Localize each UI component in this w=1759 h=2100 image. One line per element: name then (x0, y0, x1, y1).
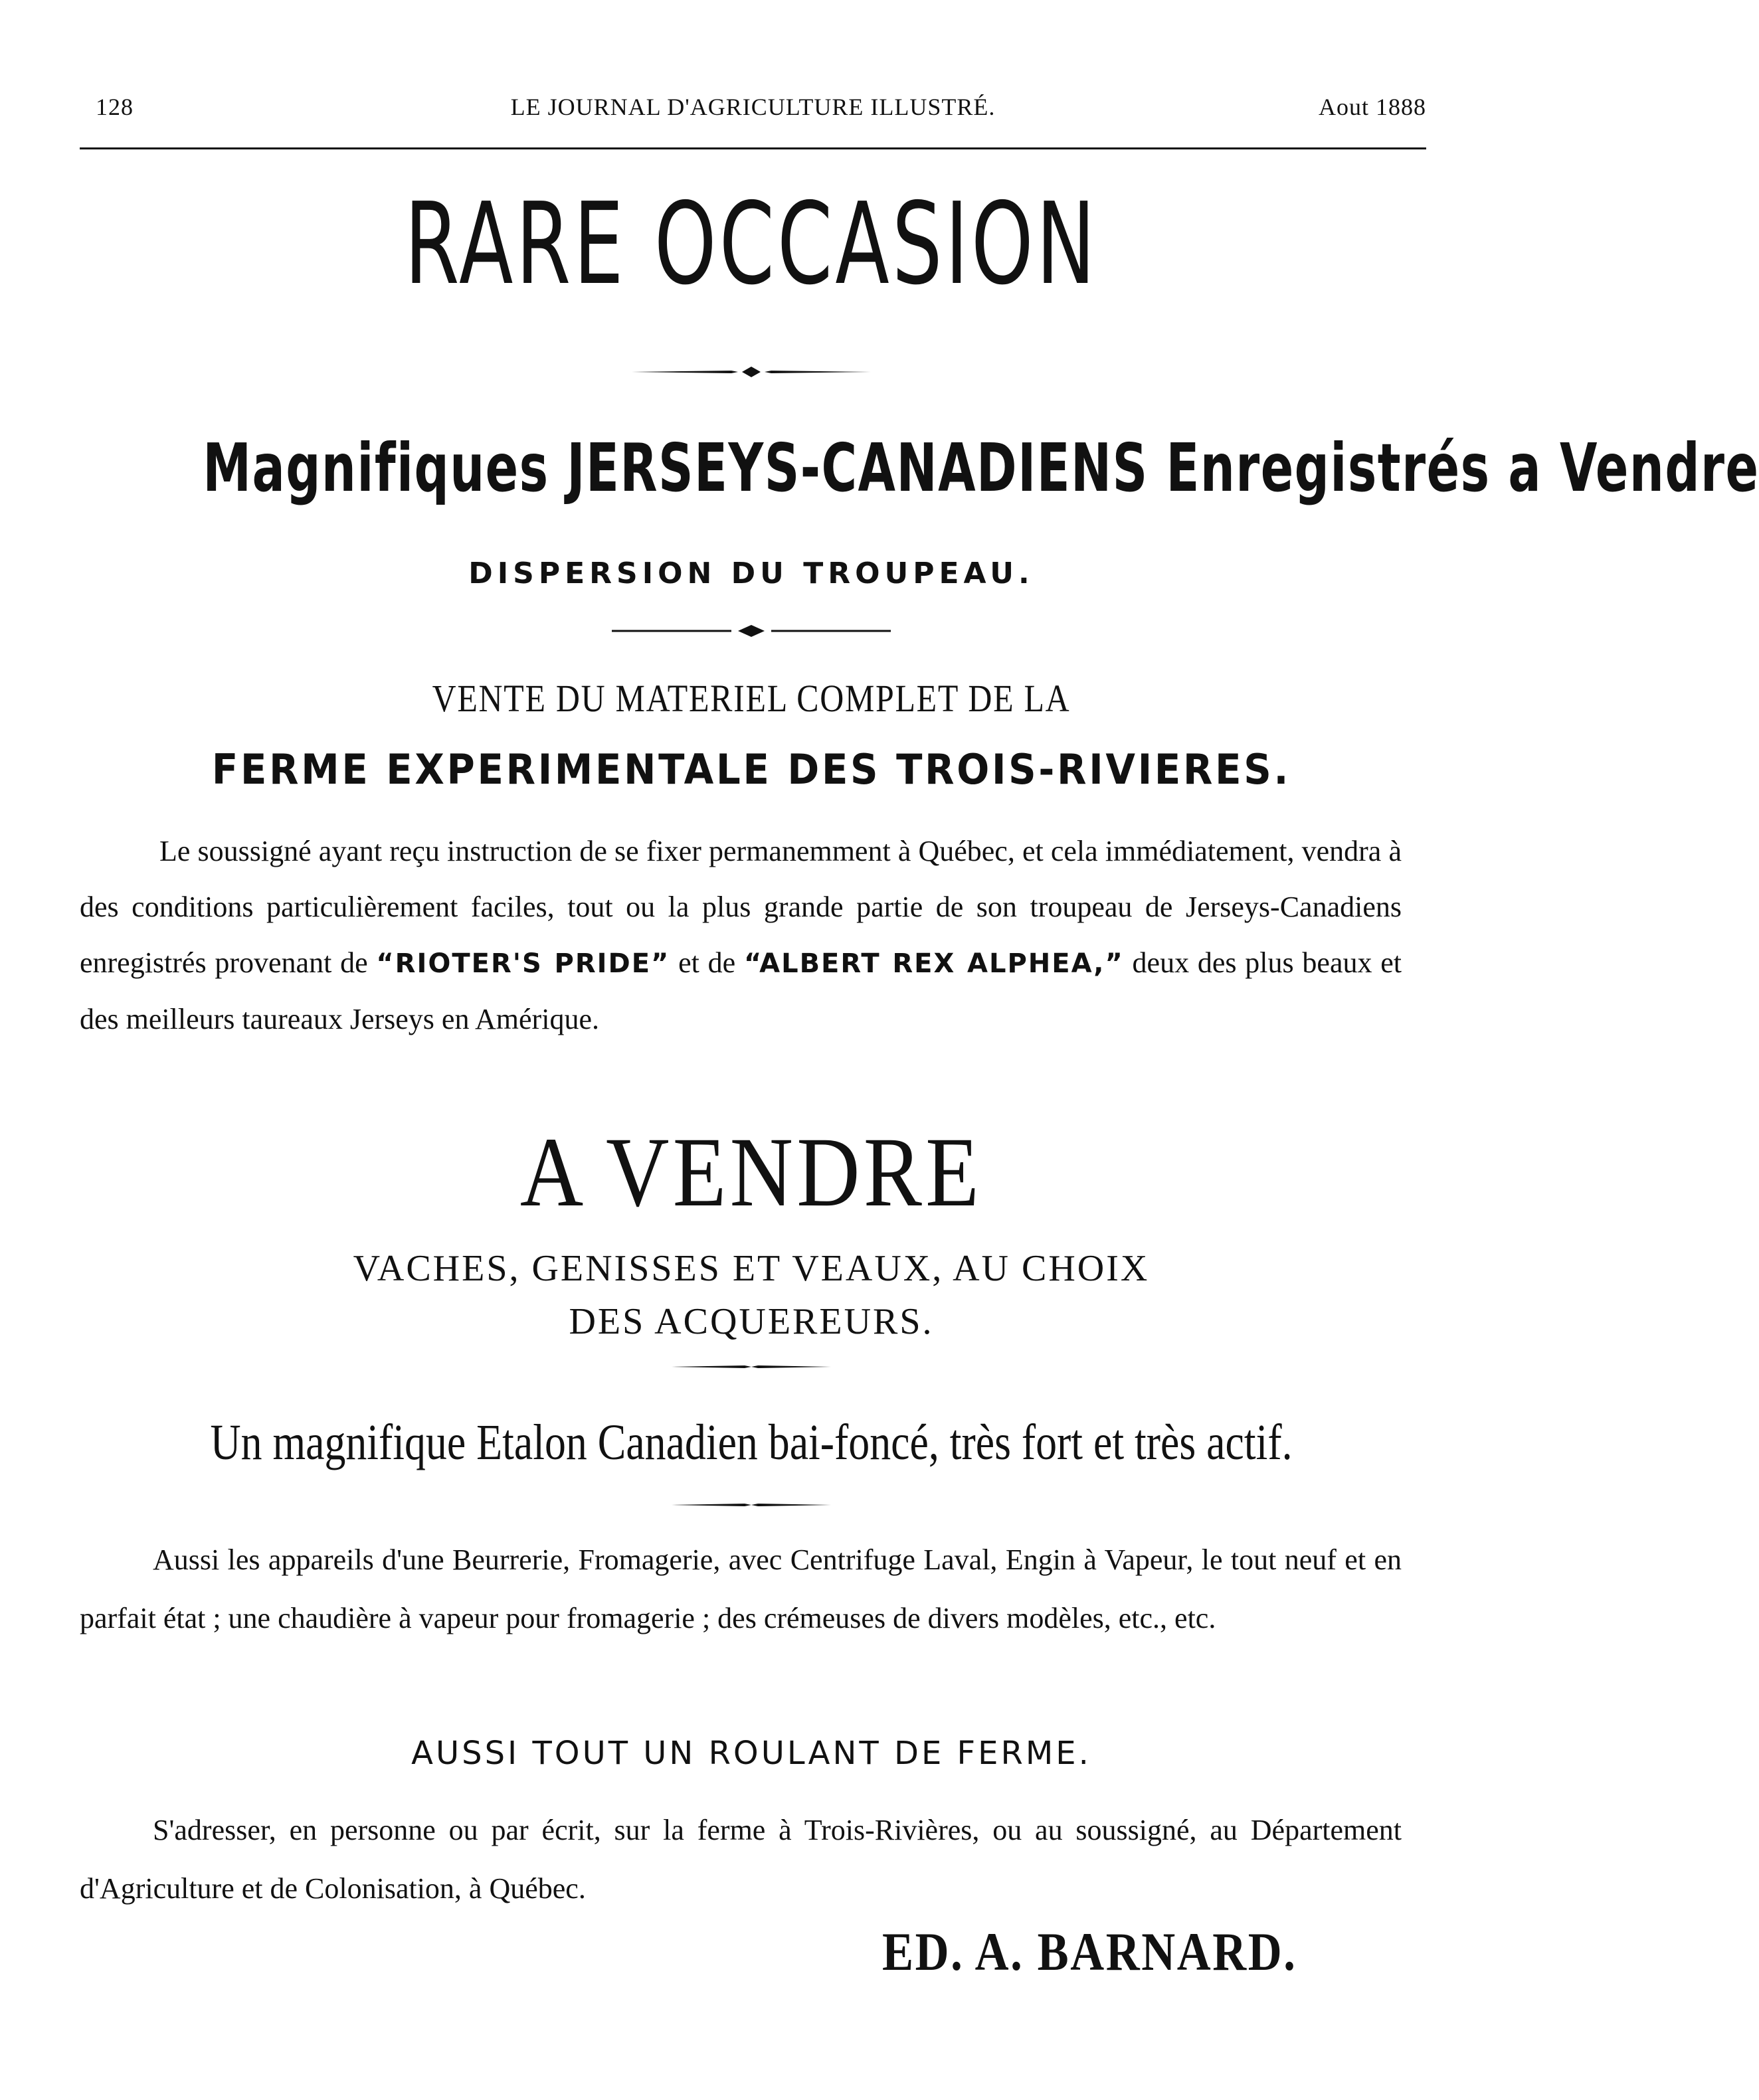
page-header (80, 93, 1426, 133)
ornament-divider (0, 623, 1503, 639)
a-vendre-heading: A VENDRE (519, 1117, 983, 1227)
roulant-heading: AUSSI TOUT UN ROULANT DE FERME. (411, 1735, 1091, 1772)
ad-title: RARE OCCASION (404, 179, 1099, 310)
bull-name-1: “RIOTER'S PRIDE” (376, 948, 670, 979)
contact-paragraph: S'adresser, en personne ou par écrit, sur la ferme à Trois-Rivières, ou au soussigné, au Département d'Agriculture et de Colonisation, à Québec. (80, 1814, 1402, 1905)
vaches-line-1: VACHES, GENISSES ET VEAUX, AU CHOIX (353, 1248, 1150, 1289)
bull-name-2: “ALBERT REX ALPHEA,” (743, 948, 1124, 979)
equipment-paragraph: Aussi les appareils d'une Beurrerie, Fromagerie, avec Centrifuge Laval, Engin à Vapeur, le tout neuf et en parfait état ; une chaudière à vapeur pour fromagerie ; des crémeuses de divers modèles, etc., etc. (80, 1543, 1402, 1634)
vente-line: VENTE DU MATERIEL COMPLET DE LA (432, 677, 1071, 720)
etalon-line: Un magnifique Etalon Canadien bai-foncé, très fort et très actif. (210, 1415, 1293, 1470)
header-rule (80, 147, 1426, 149)
vaches-line-2: DES ACQUEREURS. (569, 1301, 934, 1342)
dispersion-heading: DISPERSION DU TROUPEAU. (468, 557, 1034, 590)
issue-date: Aout 1888 (1319, 94, 1426, 120)
ornament-divider (0, 1500, 1503, 1510)
ferme-heading: FERME EXPERIMENTALE DES TROIS-RIVIERES. (211, 745, 1291, 794)
ornament-divider (0, 364, 1503, 380)
ornament-divider (0, 1361, 1503, 1372)
intro-paragraph: Le soussigné ayant reçu instruction de se fixer permanemment à Québec, et cela immédiatement, vendra à des conditions particulièrement faciles, tout ou la plus grande partie de son troupeau de Jerseys-Canadiens enregistrés provenant de “RIOTER'S PRIDE” et de “ALBERT REX ALPHEA,” deux des plus beaux et des meilleurs taureaux Jerseys en Amérique. (80, 835, 1402, 1035)
ad-subtitle: Magnifiques JERSEYS-CANADIENS Enregistrés a Vendre (203, 429, 1759, 507)
signature: ED. A. BARNARD. (882, 1921, 1297, 1982)
page-number: 128 (96, 94, 134, 120)
journal-title: LE JOURNAL D'AGRICULTURE ILLUSTRÉ. (510, 94, 996, 120)
